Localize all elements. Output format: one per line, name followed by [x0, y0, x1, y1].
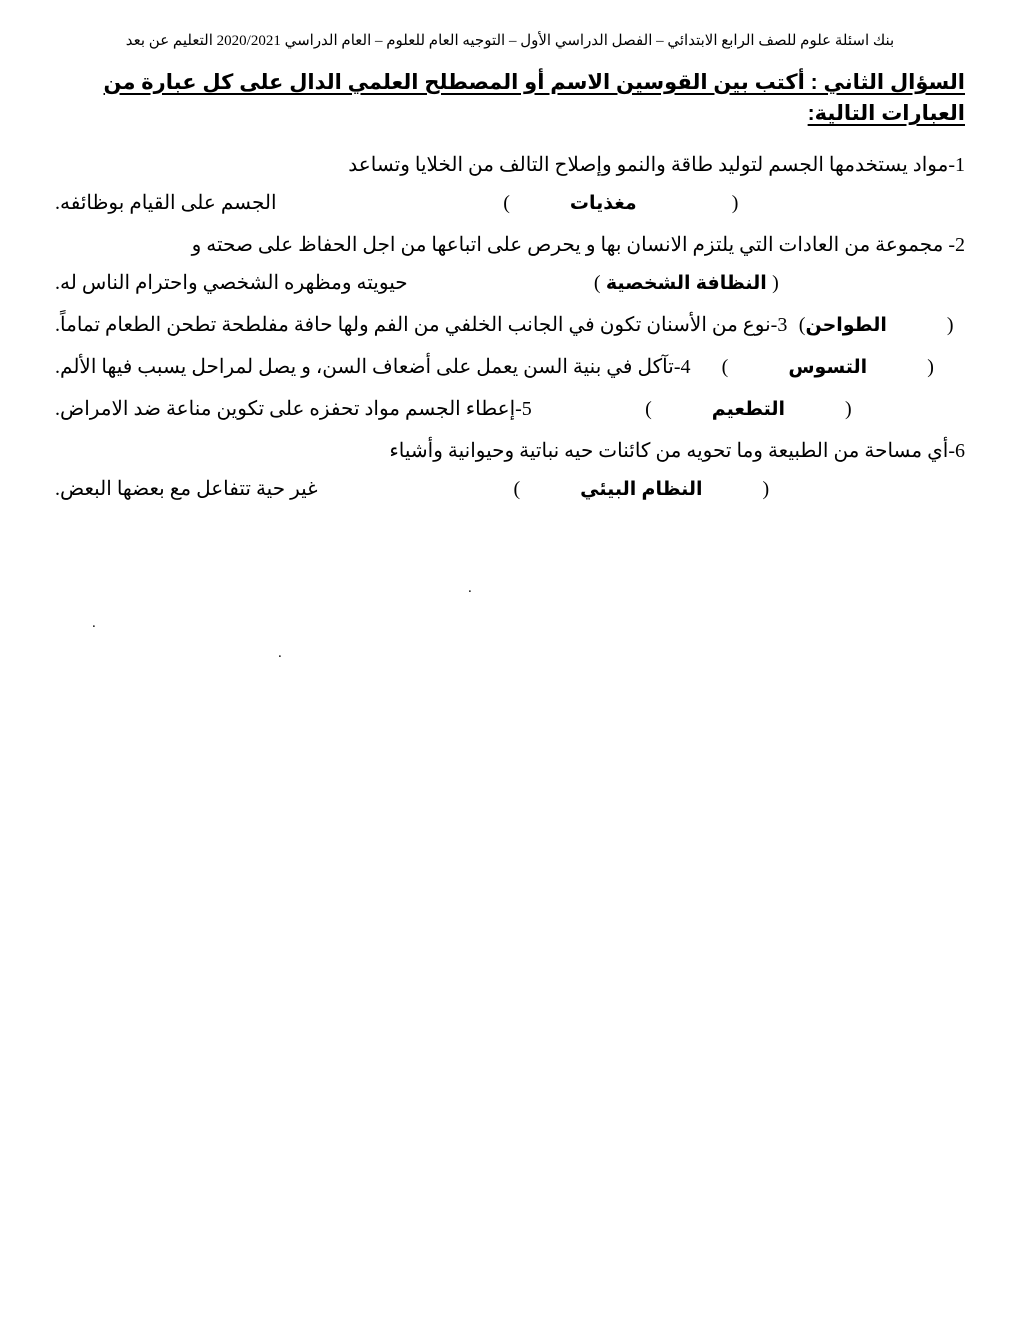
question-4-number: 4- [673, 355, 691, 378]
question-2-answer-box [594, 264, 779, 302]
question-4-answer: التسوس [788, 356, 868, 378]
question-5-answer: التطعيم [711, 398, 786, 420]
question-3-number: 3- [770, 313, 788, 336]
question-3-answer-box [799, 306, 954, 344]
stray-mark-2: . [92, 615, 96, 631]
question-item-5 [55, 390, 965, 428]
question-1-answer-box [503, 184, 738, 222]
question-1-line-1 [55, 146, 965, 184]
question-item-3 [55, 306, 965, 344]
question-3-answer: الطواحن [805, 314, 887, 336]
question-item-2 [55, 226, 965, 302]
question-2-line-1 [55, 226, 965, 264]
question-5-answer-box [645, 390, 852, 428]
question-3-line-1 [55, 306, 965, 344]
question-6-answer: النظام البيئي [580, 478, 703, 500]
question-1-text-cont: الجسم على القيام بوظائفه. [55, 191, 277, 214]
question-title-row [55, 67, 965, 130]
question-1-answer: مغذيات [569, 192, 637, 214]
close-paren: ( [845, 397, 852, 420]
question-2-line-2 [55, 264, 965, 302]
question-item-6 [55, 432, 965, 508]
question-1-text: 1-مواد يستخدمها الجسم لتوليد طاقة والنمو وإصلاح التالف من الخلايا وتساعد [348, 153, 965, 176]
question-5-line-1 [55, 390, 965, 428]
question-item-1 [55, 146, 965, 222]
close-paren: ( [946, 313, 954, 336]
question-item-4 [55, 348, 965, 386]
question-5-text: 5-إعطاء الجسم مواد تحفزه على تكوين مناعة ضد الامراض. [55, 397, 532, 420]
question-2-text: 2- مجموعة من العادات التي يلتزم الانسان بها و يحرص على اتباعها من اجل الحفاظ على صحته و [191, 233, 965, 256]
question-2-text-cont: حيويته ومظهره الشخصي واحترام الناس له. [55, 271, 408, 294]
page-title: السؤال الثاني : أكتب بين القوسين الاسم أو المصطلح العلمي الدال على كل عبارة من العبارات التالية: [103, 70, 965, 125]
question-6-line-1 [55, 432, 965, 470]
close-paren: ( [762, 477, 770, 500]
open-paren: ) [721, 355, 729, 378]
question-5-number: 5- [515, 397, 532, 420]
question-6-answer-box [513, 470, 769, 508]
question-6-text: 6-أي مساحة من الطبيعة وما تحويه من كائنات حيه نباتية وحيوانية وأشياء [389, 439, 965, 462]
open-paren: ) [503, 191, 510, 214]
open-paren: ) [593, 271, 601, 294]
question-1-number: 1- [948, 153, 965, 176]
question-3-text: 3-نوع من الأسنان تكون في الجانب الخلفي من الفم ولها حافة مفلطحة تطحن الطعام تماماً. [55, 313, 788, 336]
question-2-answer: النظافة الشخصية [605, 272, 767, 294]
question-4-answer-box [722, 348, 934, 386]
close-paren: ( [927, 355, 934, 378]
close-paren: ( [731, 191, 739, 214]
open-paren: ) [798, 313, 806, 336]
stray-mark-3: . [278, 645, 282, 661]
question-6-text-cont: غير حية تتفاعل مع بعضها البعض. [55, 477, 318, 500]
question-4-text: 4-تآكل في بنية السن يعمل على أضعاف السن، و يصل لمراحل يسبب فيها الألم. [55, 355, 691, 378]
open-paren: ) [513, 477, 521, 500]
question-6-line-2 [55, 470, 965, 508]
question-4-line-1 [55, 348, 965, 386]
page-header: بنك اسئلة علوم للصف الرابع الابتدائي – الفصل الدراسي الأول – التوجيه العام للعلوم – العام الدراسي 2020/2021 التعليم عن بعد [125, 33, 895, 49]
open-paren: ) [645, 397, 652, 420]
question-6-number: 6- [948, 439, 965, 462]
question-2-number: 2- [948, 233, 965, 256]
stray-mark-1: . [468, 580, 472, 596]
close-paren: ( [772, 271, 779, 294]
question-1-line-2 [55, 184, 965, 222]
